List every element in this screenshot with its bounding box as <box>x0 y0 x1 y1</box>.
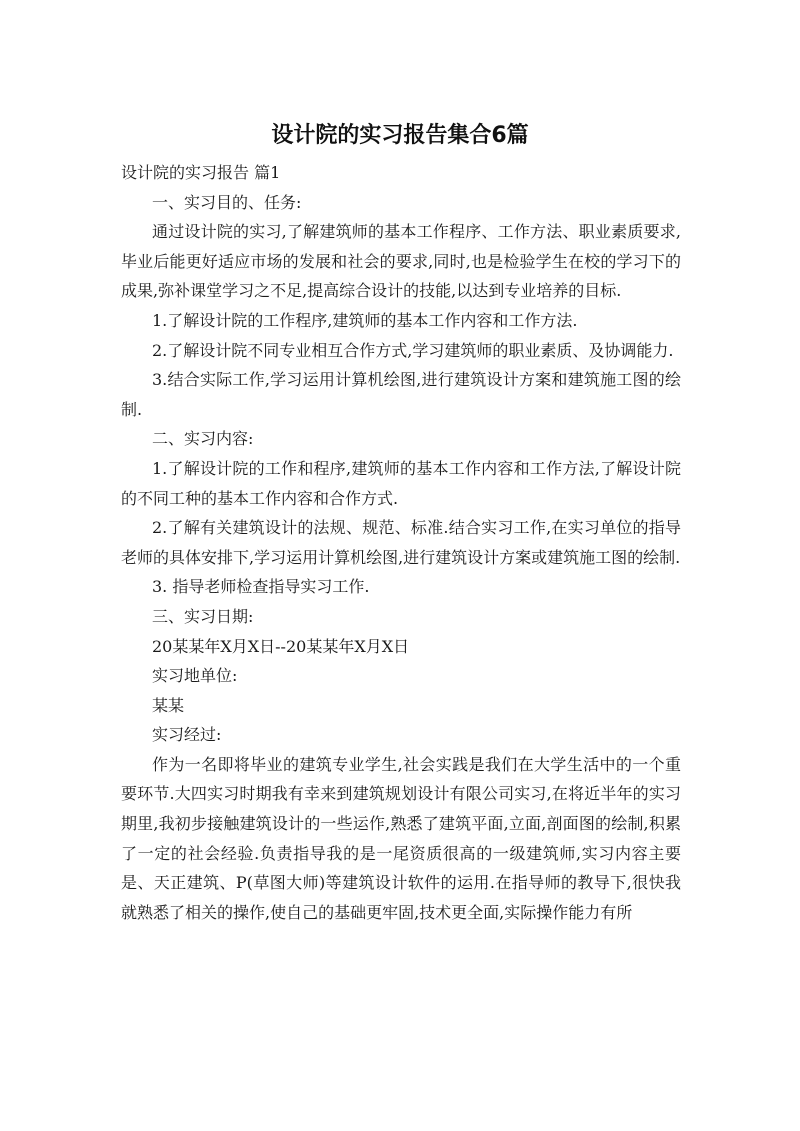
paragraph-objectives-intro: 通过设计院的实习,了解建筑师的基本工作程序、工作方法、职业素质要求,毕业后能更好适应市场的发展和社会的要求,同时,也是检验学生在校的学习下的成果,弥补课堂学习之不足,提高综合设计的技能,以达到专业培养的目标. <box>121 222 681 301</box>
paragraph-content-2: 2.了解有关建筑设计的法规、规范、标准.结合实习工作,在实习单位的指导老师的具体安排下,学习运用计算机绘图,进行建筑设计方案或建筑施工图的绘制. <box>121 518 681 567</box>
heading-objectives: 一、实习目的、任务: <box>152 192 302 212</box>
paragraph-objective-1: 1.了解设计院的工作程序,建筑师的基本工作内容和工作方法. <box>152 310 578 330</box>
paragraph-objective-3: 3.结合实际工作,学习运用计算机绘图,进行建筑设计方案和建筑施工图的绘制. <box>121 370 681 419</box>
section-heading: 设计院的实习报告 篇1 <box>121 163 281 182</box>
paragraph-content-3: 3. 指导老师检查指导实习工作. <box>152 577 370 597</box>
heading-unit: 实习地单位: <box>152 666 238 686</box>
paragraph-dates: 20某某年X月X日--20某某年X月X日 <box>152 636 410 656</box>
paragraph-objective-2: 2.了解设计院不同专业相互合作方式,学习建筑师的职业素质、及协调能力. <box>152 340 674 360</box>
document-body <box>121 158 681 927</box>
heading-content: 二、实习内容: <box>152 429 254 449</box>
document-title: 设计院的实习报告集合6篇 <box>271 123 529 148</box>
heading-dates: 三、实习日期: <box>152 606 254 626</box>
heading-process: 实习经过: <box>152 725 222 745</box>
paragraph-unit: 某某 <box>152 695 185 715</box>
paragraph-process: 作为一名即将毕业的建筑专业学生,社会实践是我们在大学生活中的一个重要环节.大四实习时期我有幸来到建筑规划设计有限公司实习,在将近半年的实习期里,我初步接触建筑设计的一些运作,熟悉了建筑平面,立面,剖面图的绘制,积累了一定的社会经验.负责指导我的是一尾资质很高的一级建筑师,实习内容主要是、天正建筑、P(草图大师)等建筑设计软件的运用.在指导师的教导下,很快我就熟悉了相关的操作,使自己的基础更牢固,技术更全面,实际操作能力有所 <box>121 754 681 922</box>
paragraph-content-1: 1.了解设计院的工作和程序,建筑师的基本工作内容和工作方法,了解设计院的不同工种的基本工作内容和合作方式. <box>121 458 681 508</box>
